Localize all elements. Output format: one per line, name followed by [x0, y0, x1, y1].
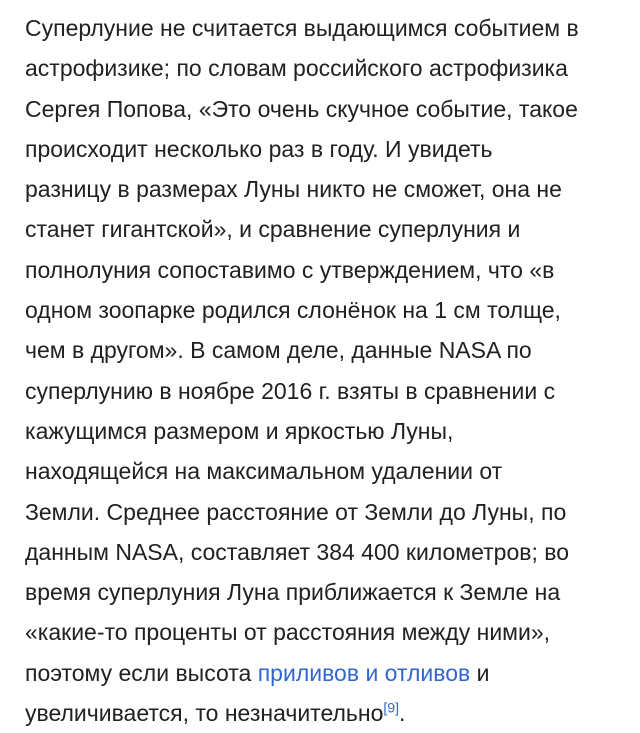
text-line: Суперлуние не считается выдающимся событием в [25, 15, 579, 41]
text-line: суперлунию в ноябре 2016 г. взяты в сравнении с [25, 377, 556, 404]
tides-link[interactable]: приливов и отливов [257, 659, 471, 686]
text-line: находящейся на максимальном удалении от [25, 458, 503, 485]
text-line: станет гигантской», и сравнение суперлуния и [25, 216, 521, 243]
text-line: одном зоопарке родился слонёнок на 1 см толще, [25, 297, 561, 324]
text-segment: поэтому если высота [25, 659, 258, 686]
text-line: полнолуния сопоставимо с утверждением, что «в [25, 256, 555, 283]
citation-link[interactable]: [9] [383, 699, 399, 716]
text-line-with-citation [25, 693, 625, 733]
text-line: данным NASA, составляет 384 400 километров; во [25, 538, 570, 565]
article-paragraph [25, 8, 625, 733]
text-line: «какие-то проценты от расстояния между ними», [25, 619, 551, 646]
text-segment: . [398, 700, 406, 727]
text-line: чем в другом». В самом деле, данные NASA по [25, 337, 532, 364]
text-line-with-link [25, 653, 625, 693]
text-segment: увеличивается, то незначительно [25, 700, 384, 727]
text-line: кажущимся размером и яркостью Луны, [25, 417, 454, 444]
citation-reference [383, 699, 399, 715]
text-line: происходит несколько раз в году. И увидеть [25, 135, 493, 162]
text-line: Сергея Попова, «Это очень скучное событие, такое [25, 95, 578, 122]
text-segment: и [470, 659, 490, 686]
text-line: астрофизике; по словам российского астрофизика [25, 55, 568, 82]
text-line: время суперлуния Луна приближается к Земле на [25, 579, 561, 606]
text-line: Земли. Среднее расстояние от Земли до Луны, по [25, 498, 567, 525]
text-line: разницу в размерах Луны никто не сможет, она не [25, 176, 562, 203]
